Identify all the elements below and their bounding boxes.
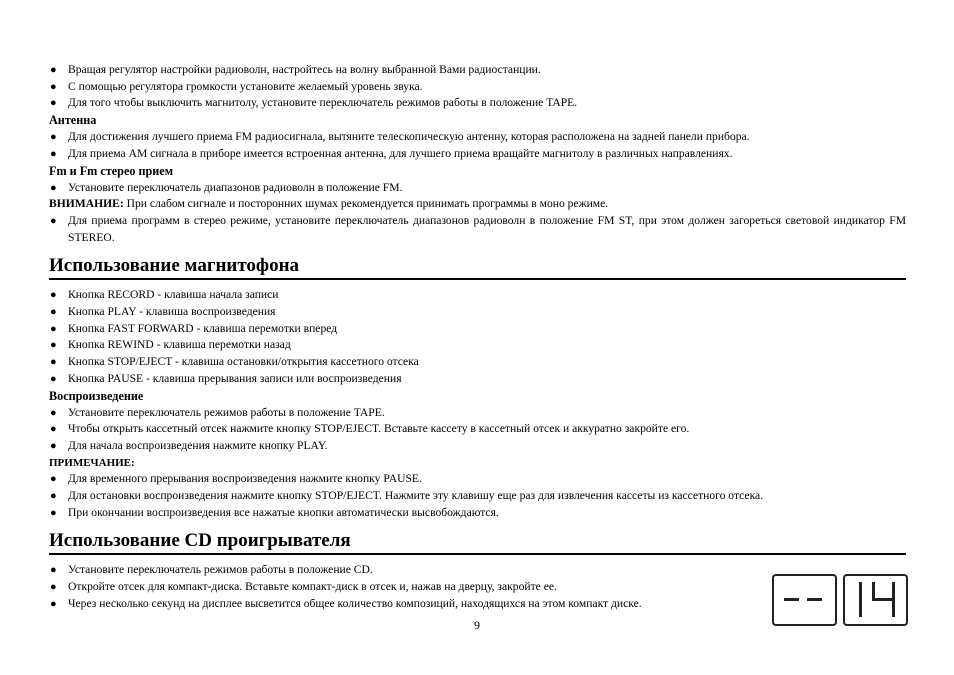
list-item: ● Для приема программ в стерео режиме, установите переключатель диапазонов радиоволн в положение FM ST, при этом должен загореться световой индикатор FM STEREO. <box>50 213 906 244</box>
dash-segment <box>784 598 799 601</box>
list-item: ● Установите переключатель режимов работы в положение TAPE. <box>50 405 385 419</box>
playback-list <box>49 405 906 455</box>
list-item: ● Для временного прерывания воспроизведения нажмите кнопку PAUSE. <box>50 472 422 486</box>
list-item: ● Установите переключатель диапазонов радиоволн в положение FM. <box>50 180 403 194</box>
list-item: ● С помощью регулятора громкости установите желаемый уровень звука. <box>50 79 423 93</box>
cd-section-title: Использование CD проигрывателя <box>49 529 906 555</box>
list-item: ● Для приема AM сигнала в приборе имеется встроенная антенна, для лучшего приема вращайте магнитолу в различных направлениях. <box>50 146 733 160</box>
notes-list <box>49 471 906 521</box>
list-item: ● Кнопка FAST FORWARD - клавиша перемотки вперед <box>50 321 338 335</box>
warning-text: При слабом сигнале и посторонних шумах рекомендуется принимать программы в моно режиме. <box>123 197 609 211</box>
antenna-list <box>49 129 906 162</box>
cd-list <box>49 562 759 612</box>
page-number: 9 <box>474 618 480 632</box>
list-item: ● Кнопка PLAY - клавиша воспроизведения <box>50 305 276 319</box>
list-item: ● При окончании воспроизведения все нажатые кнопки автоматически высвобождаются. <box>50 505 499 519</box>
intro-list <box>49 62 906 112</box>
list-item: ● Кнопка PAUSE - клавиша прерывания записи или воспроизведения <box>50 371 402 385</box>
tape-buttons-list <box>49 287 906 387</box>
list-item: ● Для того чтобы выключить магнитолу, установите переключатель режимов работы в положение TAPE. <box>50 96 578 110</box>
list-item: ● Установите переключатель режимов работы в положение CD. <box>50 563 373 577</box>
list-item: ● Для начала воспроизведения нажмите кнопку PLAY. <box>50 438 328 452</box>
list-item: ● Вращая регулятор настройки радиоволн, настройтесь на волну выбранной Вами радиостанции. <box>50 63 541 76</box>
digit-one-segment <box>859 582 862 617</box>
list-item: ● Через несколько секунд на дисплее высветится общее количество композиций, находящихся на этом компакт диске. <box>50 596 642 610</box>
manual-page <box>49 62 906 613</box>
fm-heading: Fm и Fm стерео прием <box>49 163 174 178</box>
fm-list <box>49 180 906 247</box>
playback-heading: Воспроизведение <box>49 388 144 403</box>
warning-label: ВНИМАНИЕ: <box>49 197 124 211</box>
warning-note <box>49 196 906 213</box>
list-item: ● Кнопка RECORD - клавиша начала записи <box>50 288 279 302</box>
tape-section-title: Использование магнитофона <box>49 254 906 280</box>
list-item: ● Откройте отсек для компакт-диска. Вставьте компакт-диск в отсек и, нажав на дверцу, закройте ее. <box>50 580 557 594</box>
note-heading: ПРИМЕЧАНИЕ: <box>49 456 135 469</box>
dash-segment <box>807 598 822 601</box>
list-item: ● Для остановки воспроизведения нажмите кнопку STOP/EJECT. Нажмите эту клавишу еще раз для извлечения кассеты из кассетного отсека. <box>50 489 764 503</box>
list-item: ● Чтобы открыть кассетный отсек нажмите кнопку STOP/EJECT. Вставьте кассету в кассетный отсек и аккуратно закройте его. <box>50 422 690 436</box>
digit-four-segment <box>892 582 895 617</box>
list-item: ● Кнопка REWIND - клавиша перемотки назад <box>50 338 291 352</box>
antenna-heading: Антенна <box>49 113 97 128</box>
list-item: ● Для достижения лучшего приема FM радиосигнала, вытяните телескопическую антенну, которая расположена на задней панели прибора. <box>50 130 750 144</box>
digit-four-segment <box>872 582 875 599</box>
list-item: ● Кнопка STOP/EJECT - клавиша остановки/открытия кассетного отсека <box>50 355 419 369</box>
